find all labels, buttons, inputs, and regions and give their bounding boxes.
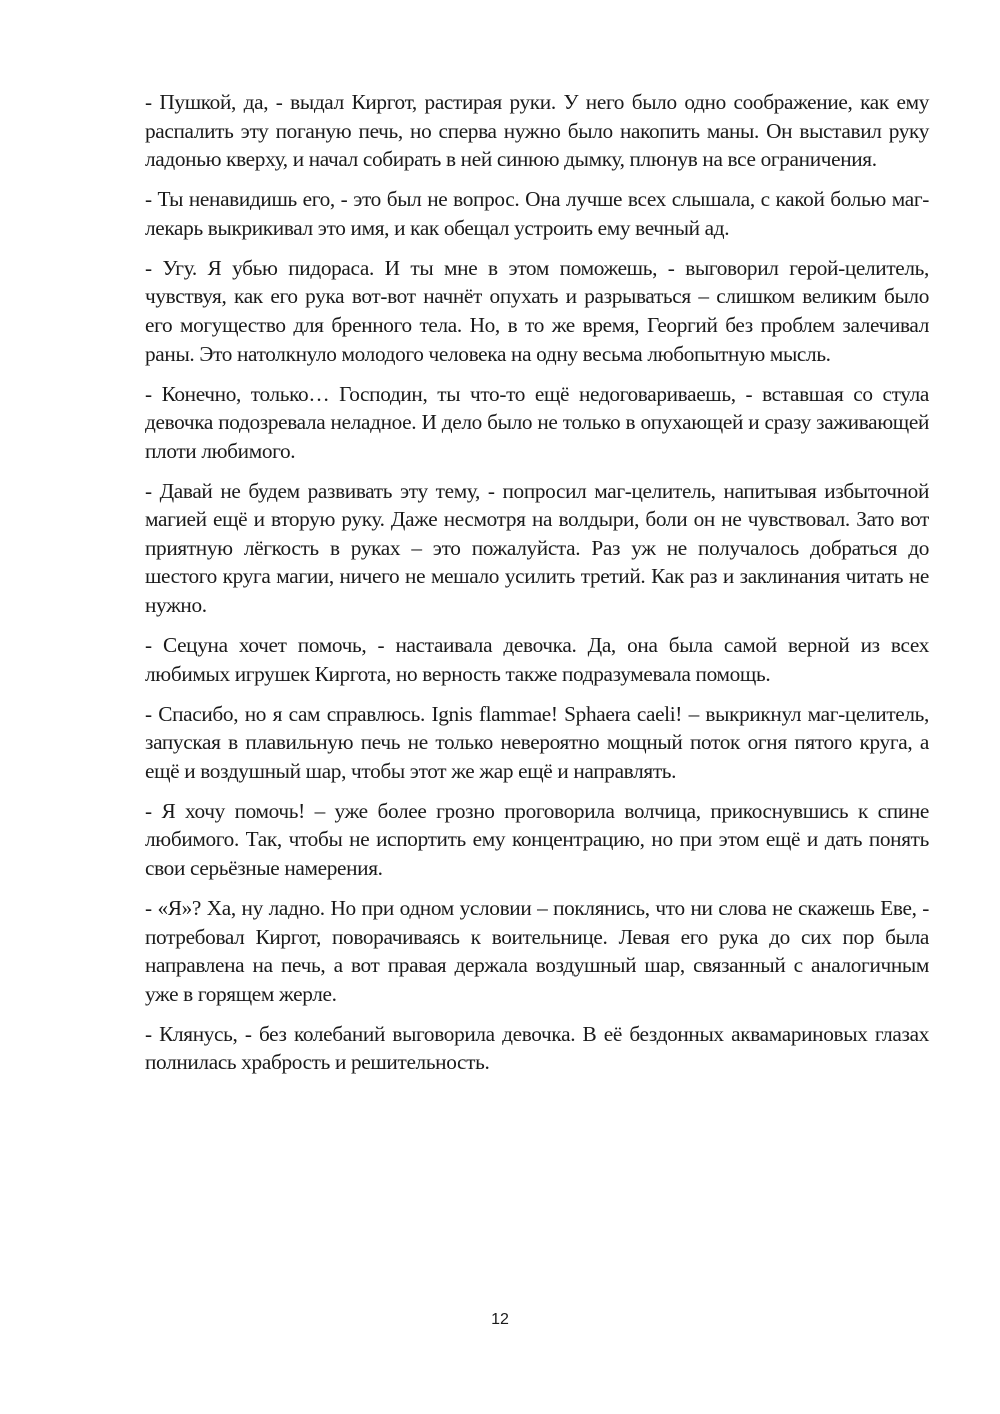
paragraph: - Пушкой, да, - выдал Киргот, растирая руки. У него было одно соображение, как ему распалить эту поганую печь, но сперва нужно было накопить маны. Он выставил руку ладонью кверху, и начал собирать в ней синюю дымку, плюнув на все ограничения. <box>145 90 929 172</box>
paragraph: - Угу. Я убью пидораса. И ты мне в этом поможешь, - выговорил герой-целитель, чувствуя, как его рука вот-вот начнёт опухать и разрываться – слишком великим было его могущество для бренного тела. Но, в то же время, Георгий без проблем залечивал раны. Это натолкнуло молодого человека на одну весьма любопытную мысль. <box>145 255 929 366</box>
paragraph: - Конечно, только… Господин, ты что-то ещё недоговариваешь, - вставшая со стула девочка подозревала неладное. И дело было не только в опухающей и сразу заживающей плоти любимого. <box>145 381 929 463</box>
paragraph: - Давай не будем развивать эту тему, - попросил маг-целитель, напитывая избыточной магией ещё и вторую руку. Даже несмотря на волдыри, боли он не чувствовал. Зато вот приятную лёгкость в руках – это пожалуйста. Раз уж не получалось добраться до шестого круга магии, ничего не мешало усилить третий. Как раз и заклинания читать не нужно. <box>145 478 929 618</box>
paragraph: - Спасибо, но я сам справлюсь. Ignis flammae! Sphaera caeli! – выкрикнул маг-целитель, запуская в плавильную печь не только невероятно мощный поток огня пятого круга, а ещё и воздушный шар, чтобы этот же жар ещё и направлять. <box>145 701 929 783</box>
page-body <box>145 88 929 1088</box>
paragraph: - Я хочу помочь! – уже более грозно проговорила волчица, прикоснувшись к спине любимого. Так, чтобы не испортить ему концентрацию, но при этом ещё и дать понять свои серьёзные намерения. <box>145 798 929 880</box>
paragraph: - Ты ненавидишь его, - это был не вопрос. Она лучше всех слышала, с какой болью маг-лекарь выкрикивал это имя, и как обещал устроить ему вечный ад. <box>145 187 929 240</box>
paragraph: - Сецуна хочет помочь, - настаивала девочка. Да, она была самой верной из всех любимых игрушек Киргота, но верность также подразумевала помощь. <box>145 633 929 686</box>
page-number: 12 <box>491 1311 509 1328</box>
paragraph: - Клянусь, - без колебаний выговорила девочка. В её бездонных аквамариновых глазах полнилась храбрость и решительность. <box>145 1021 929 1075</box>
paragraph: - «Я»? Ха, ну ладно. Но при одном условии – поклянись, что ни слова не скажешь Еве, - потребовал Киргот, поворачиваясь к воительнице. Левая его рука до сих пор была направлена на печь, а вот правая держала воздушный шар, связанный с аналогичным уже в горящем жерле. <box>145 895 929 1006</box>
